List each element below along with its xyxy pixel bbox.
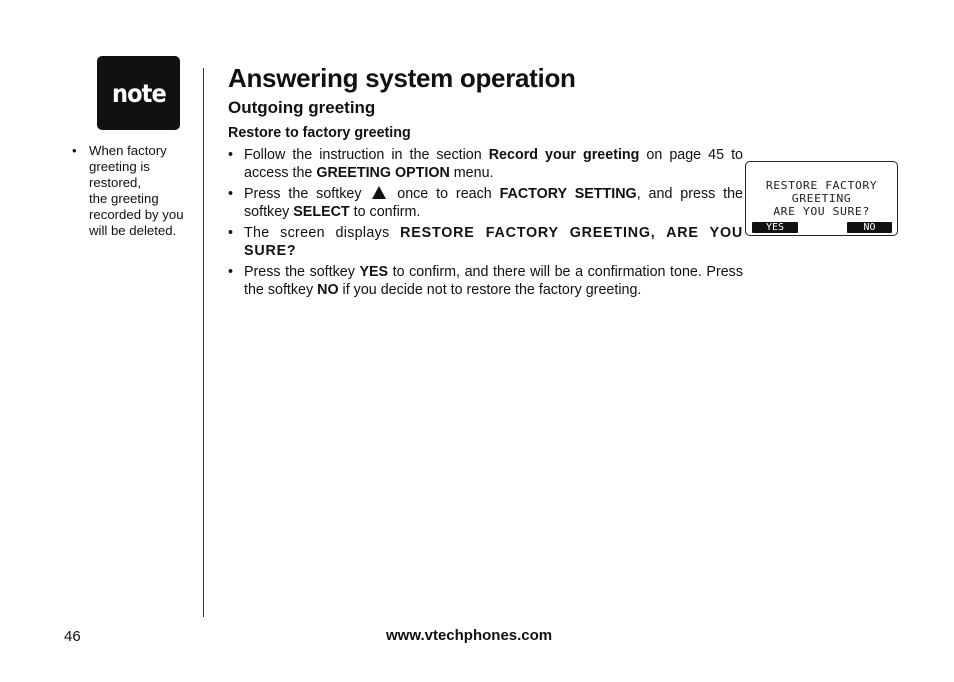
side-note-line: recorded by you bbox=[89, 207, 184, 222]
page-title: Answering system operation bbox=[228, 63, 576, 93]
note-label: note bbox=[111, 78, 166, 108]
footer-url: www.vtechphones.com bbox=[386, 627, 553, 644]
lcd-line: ARE YOU SURE? bbox=[773, 204, 870, 218]
side-note bbox=[72, 143, 198, 239]
instruction-item: • The screen displays RESTORE FACTORY GREETING, ARE YOU SURE? bbox=[228, 224, 743, 260]
lcd-softkey-yes: YES bbox=[752, 222, 798, 233]
up-arrow-icon bbox=[372, 186, 386, 199]
lcd-line: GREETING bbox=[791, 191, 852, 205]
side-note-line: restored, bbox=[89, 175, 142, 190]
instruction-list bbox=[228, 146, 743, 302]
note-badge bbox=[97, 56, 180, 130]
subsection-heading: Restore to factory greeting bbox=[228, 125, 411, 141]
side-note-line: the greeting bbox=[89, 191, 159, 206]
lcd-line: RESTORE FACTORY bbox=[765, 178, 878, 192]
section-heading: Outgoing greeting bbox=[228, 98, 376, 117]
column-divider bbox=[203, 68, 204, 617]
lcd-softkey-no: NO bbox=[847, 222, 892, 233]
lcd-screen-illustration bbox=[745, 161, 898, 236]
side-note-line: will be deleted. bbox=[89, 223, 177, 238]
instruction-item: • Press the softkey once to reach FACTORY SETTING, and press the softkey SELECT to confirm. bbox=[228, 185, 743, 221]
side-note-line: greeting is bbox=[89, 159, 150, 174]
page-number: 46 bbox=[64, 628, 81, 645]
instruction-item: • Follow the instruction in the section Record your greeting on page 45 to access the GREETING OPTION menu. bbox=[228, 146, 743, 182]
side-note-bullet: • bbox=[72, 143, 77, 158]
side-note-line: When factory bbox=[89, 143, 167, 158]
side-note-text bbox=[89, 143, 198, 239]
instruction-item: • Press the softkey YES to confirm, and there will be a confirmation tone. Press the softkey NO if you decide not to restore the factory greeting. bbox=[228, 263, 743, 299]
